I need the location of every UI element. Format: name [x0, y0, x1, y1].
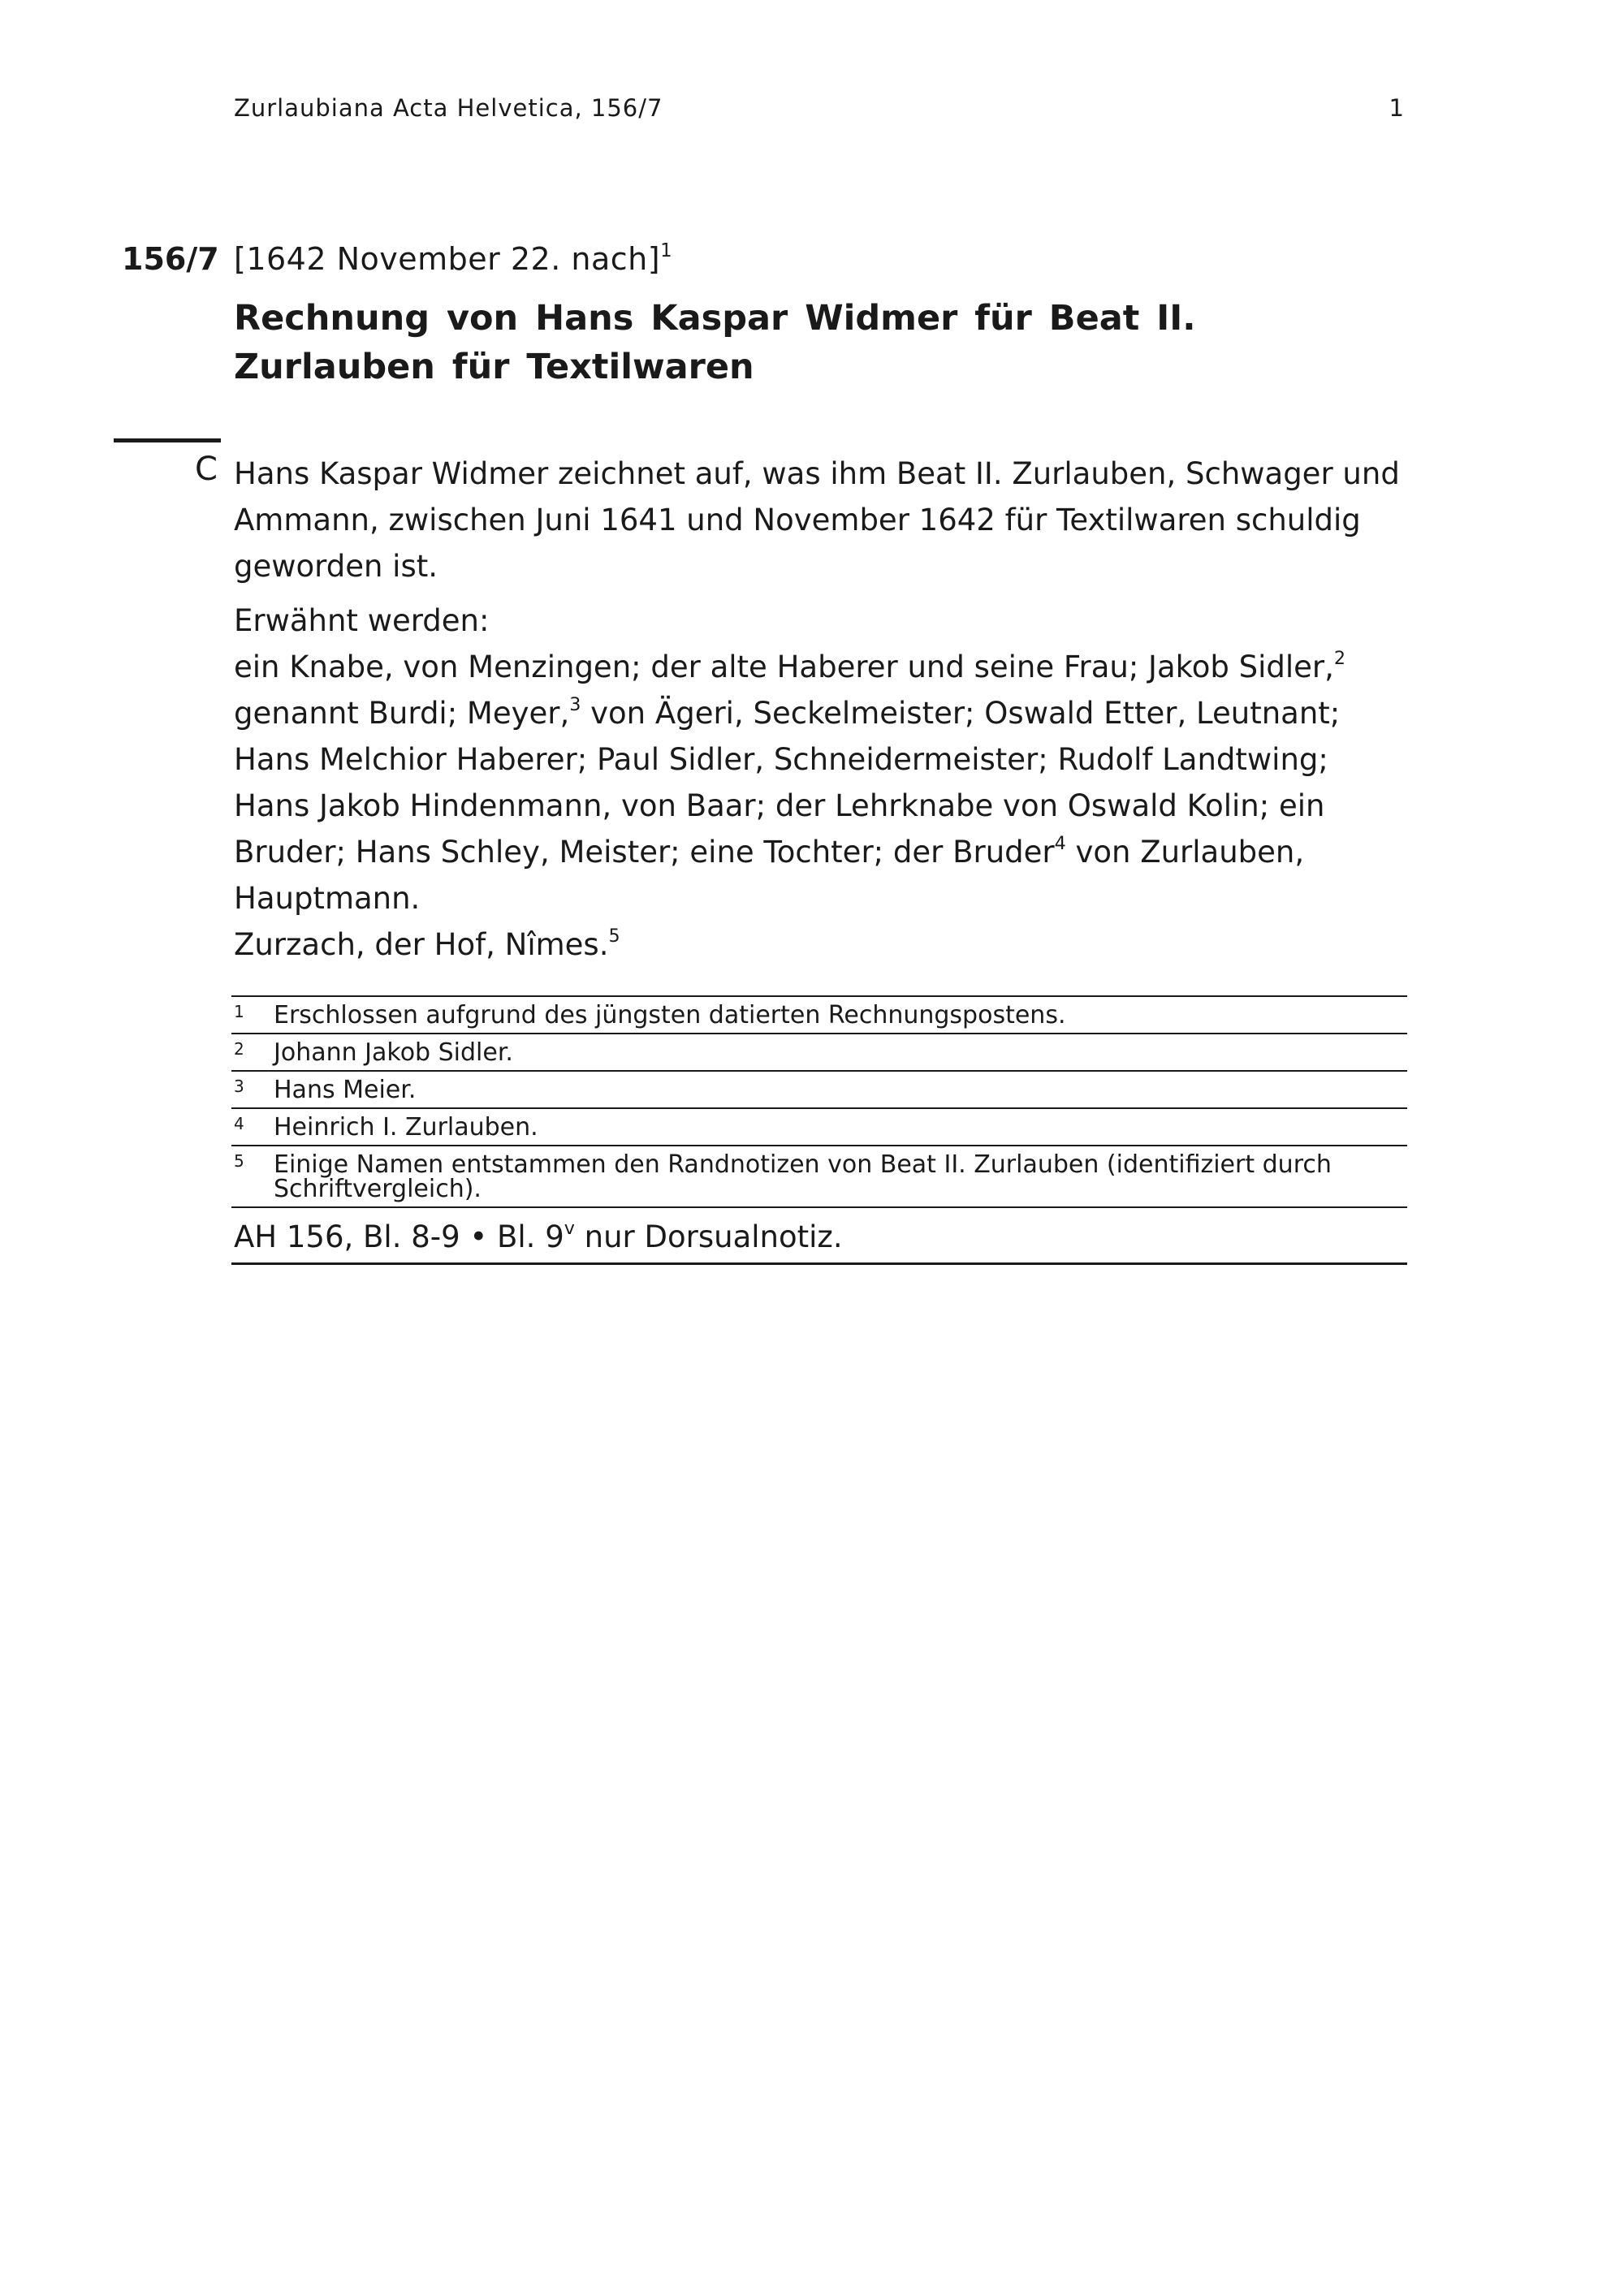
running-header [234, 94, 1405, 122]
regest [234, 451, 1403, 968]
source-reference [231, 1208, 1407, 1265]
mentioned-persons [234, 644, 1403, 921]
mentioned-label: Erwähnt werden: [234, 603, 490, 638]
footnote-mark: 1 [234, 1002, 244, 1021]
footnote [231, 1034, 1407, 1072]
footnote-ref-5: 5 [608, 926, 620, 947]
document-date-text: [1642 November 22. nach] [234, 241, 661, 277]
footnote [231, 1072, 1407, 1109]
regest-summary: Hans Kaspar Widmer zeichnet auf, was ihm Beat II. Zurlauben, Schwager und Ammann, zwischen Juni 1641 und November 1642 für Textilwaren schuldig geworden ist. [234, 456, 1400, 584]
persons-text-4: von Zurlauben, Hauptmann. [234, 835, 1305, 916]
footnote [231, 1146, 1407, 1208]
footnote-text: Einige Namen entstammen den Randnotizen von Beat II. Zurlauben (identifiziert durch Schriftvergleich). [274, 1150, 1332, 1203]
footnote-ref-2: 2 [1333, 648, 1346, 670]
source-text: AH 156, Bl. 8-9 • Bl. 9 [234, 1219, 564, 1254]
margin-rule [114, 438, 221, 442]
persons-text-3: von Ägeri, Seckelmeister; Oswald Etter, Leutnant; Hans Melchior Haberer; Paul Sidler, Schneidermeister; Rudolf Landtwing; Hans Jakob Hindenmann, von Baar; der Lehrknabe von Oswald Kolin; ein Bruder; Hans Schley, Meister; eine Tochter; der Bruder [234, 696, 1341, 870]
page-number: 1 [1389, 94, 1405, 122]
document-date [234, 241, 672, 277]
document-number: 156/7 [122, 241, 219, 277]
footnote-ref-1: 1 [660, 240, 673, 262]
footnote-text: Johann Jakob Sidler. [274, 1038, 513, 1067]
persons-text-2: genannt Burdi; Meyer, [234, 696, 570, 731]
footnote [231, 1109, 1407, 1146]
running-title: Zurlaubiana Acta Helvetica, 156/7 [234, 94, 663, 122]
footnote-mark: 3 [234, 1077, 244, 1096]
siglum: C [195, 451, 218, 488]
footnote-ref-3: 3 [569, 694, 581, 716]
footnote-text: Erschlossen aufgrund des jüngsten datierten Rechnungspostens. [274, 1001, 1066, 1029]
footnote-mark: 2 [234, 1039, 244, 1059]
document-title: Rechnung von Hans Kaspar Widmer für Beat II. Zurlauben für Textilwaren [234, 298, 1196, 387]
footnote [231, 997, 1407, 1034]
mentioned-places [234, 921, 1403, 968]
footnotes [231, 995, 1407, 1265]
footnote-text: Hans Meier. [274, 1076, 417, 1104]
footnote-text: Heinrich I. Zurlauben. [274, 1113, 538, 1142]
source-suffix: nur Dorsualnotiz. [574, 1219, 843, 1254]
places-text: Zurzach, der Hof, Nîmes. [234, 927, 609, 962]
persons-text-1: ein Knabe, von Menzingen; der alte Haberer und seine Frau; Jakob Sidler, [234, 650, 1334, 684]
footnote-mark: 4 [234, 1114, 244, 1133]
footnote-mark: 5 [234, 1151, 244, 1171]
source-sup: v [564, 1218, 575, 1240]
footnote-ref-4: 4 [1054, 833, 1066, 855]
